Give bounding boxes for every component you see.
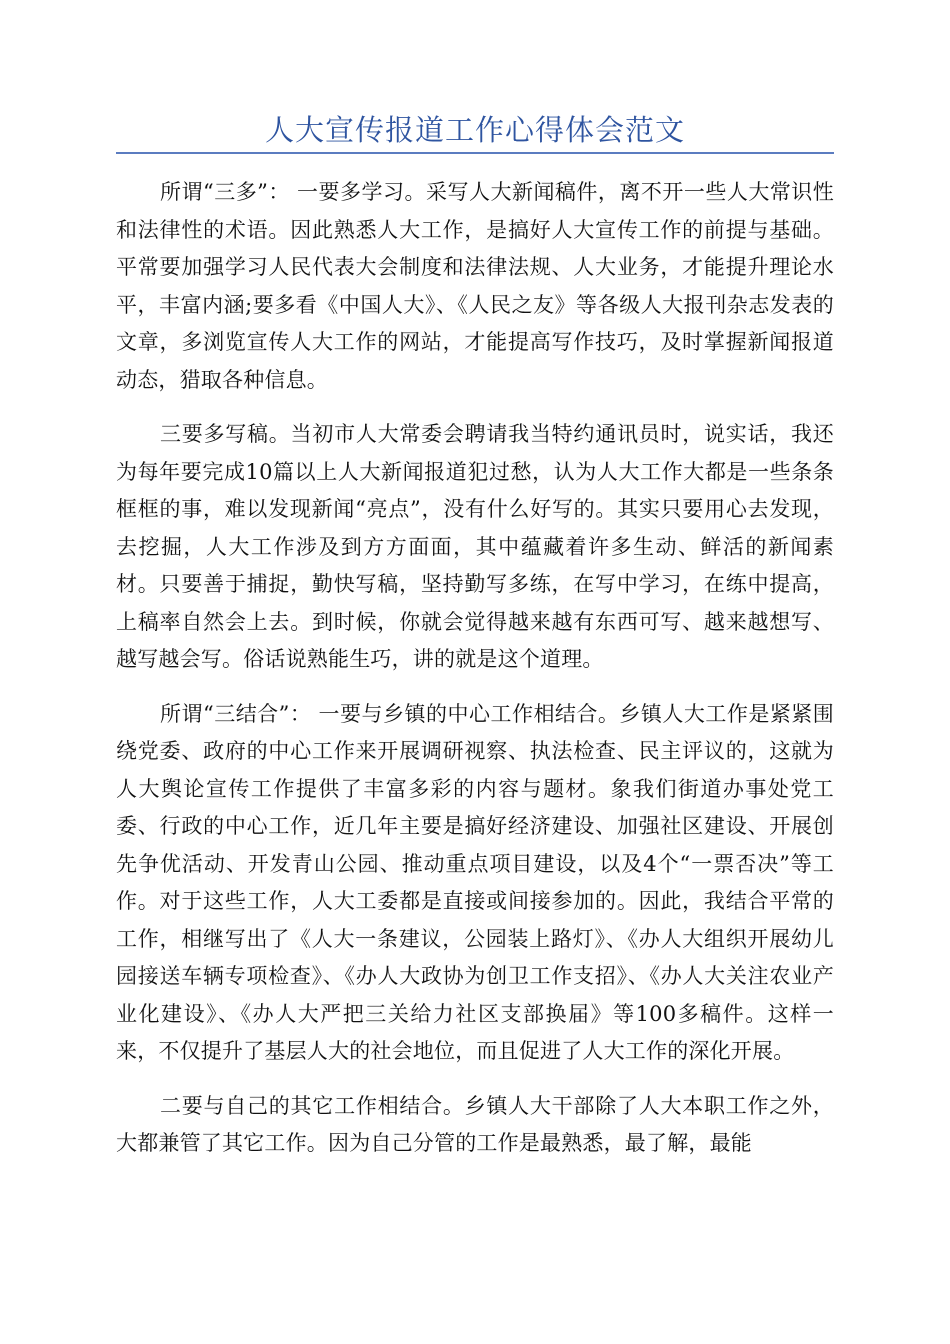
paragraph-write-more: 三要多写稿。当初市人大常委会聘请我当特约通讯员时，说实话，我还为每年要完成10篇以上人大新闻报道犯过愁，认为人大工作大都是一些条条框框的事，难以发现新闻“亮点”，没有什么好写的。其实只要用心去发现，去挖掘，人大工作涉及到方方面面，其中蕴藏着许多生动、鲜活的新闻素材。只要善于捕捉，勤快写稿，坚持勤写多练，在写中学习，在练中提高，上稿率自然会上去。到时候，你就会觉得越来越有东西可写、越来越想写、越写越会写。俗话说熟能生巧，讲的就是这个道理。 bbox=[116, 422, 834, 671]
paragraph-three-mores: 所谓“三多”： 一要多学习。采写人大新闻稿件，离不开一些人大常识性和法律性的术语。因此熟悉人大工作，是搞好人大宣传工作的前提与基础。平常要加强学习人民代表大会制度和法律法规、人大业务，才能提升理论水平，丰富内涵;要多看《中国人大》、《人民之友》等各级人大报刊杂志发表的文章，多浏览宣传人大工作的网站，才能提高写作技巧，及时掌握新闻报道动态，猎取各种信息。 bbox=[116, 180, 834, 392]
document-title: 人大宣传报道工作心得体会范文 bbox=[264, 113, 685, 147]
paragraph-three-combinations: 所谓“三结合”： 一要与乡镇的中心工作相结合。乡镇人大工作是紧紧围绕党委、政府的中心工作来开展调研视察、执法检查、民主评议的，这就为人大舆论宣传工作提供了丰富多彩的内容与题材。象我们街道办事处党工委、行政的中心工作，近几年主要是搞好经济建设、加强社区建设、开展创先争优活动、开发青山公园、推动重点项目建设，以及4个“一票否决”等工作。对于这些工作，人大工委都是直接或间接参加的。因此，我结合平常的工作，相继写出了《人大一条建议，公园装上路灯》、《办人大组织开展幼儿园接送车辆专项检查》、《办人大政协为创卫工作支招》、《办人大关注农业产业化建设》、《办人大严把三关给力社区支部换届》等100多稿件。这样一来，不仅提升了基层人大的社会地位，而且促进了人大工作的深化开展。 bbox=[116, 701, 834, 1063]
document-body bbox=[116, 174, 834, 1180]
title-underline bbox=[116, 152, 834, 154]
paragraph-combine-other-work: 二要与自己的其它工作相结合。乡镇人大干部除了人大本职工作之外，大都兼管了其它工作。因为自己分管的工作是最熟悉，最了解，最能 bbox=[116, 1093, 834, 1155]
